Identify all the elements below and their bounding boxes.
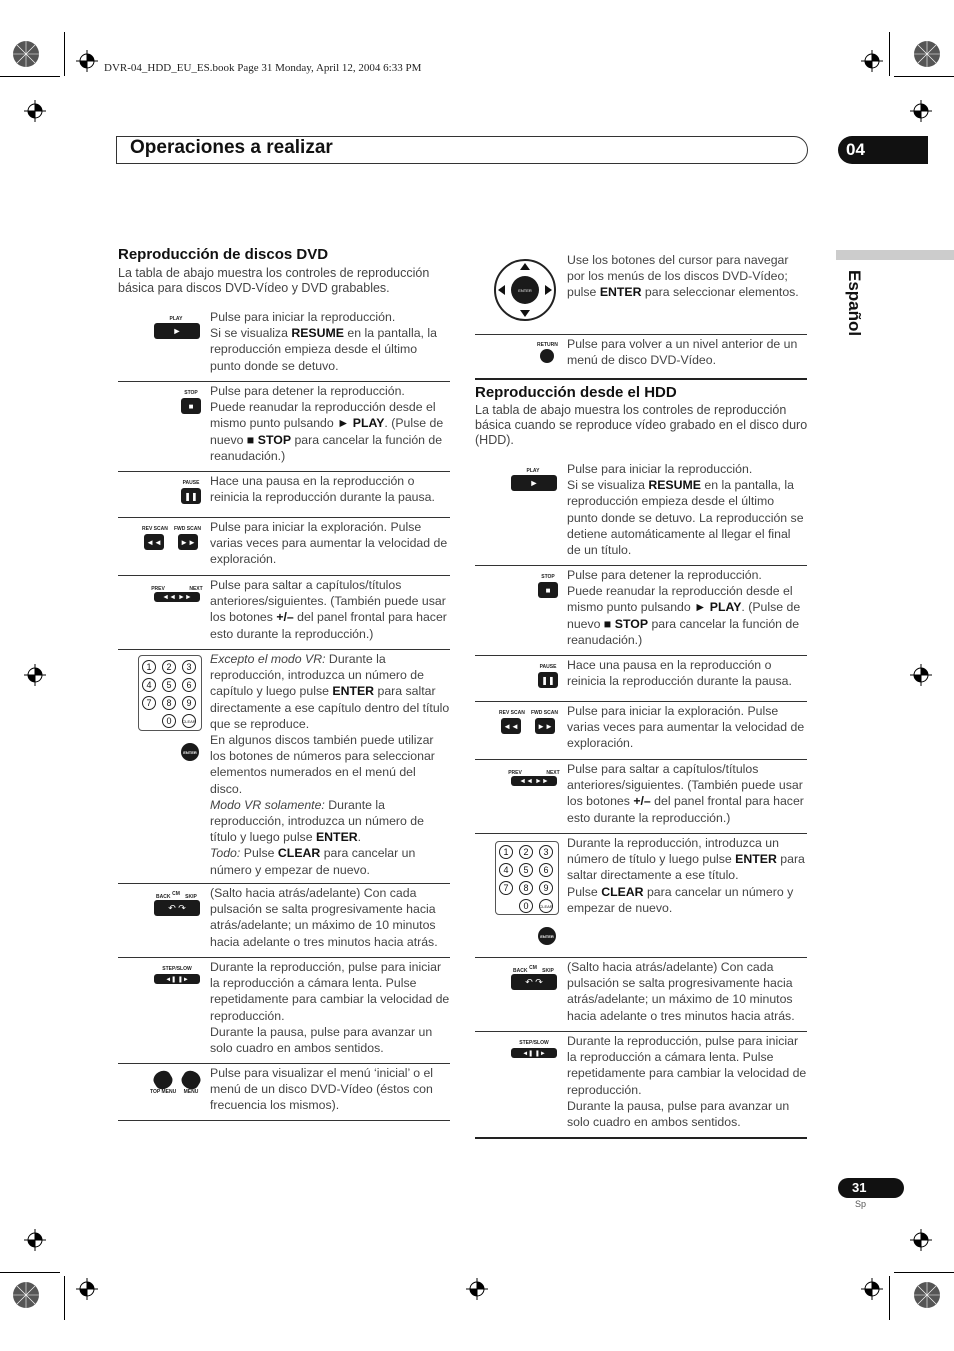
- pause-label: PAUSE: [539, 664, 557, 670]
- numkey: 4: [142, 678, 156, 692]
- numkey: 7: [499, 881, 513, 895]
- prev-next-button-icon: ◄◄ ►►: [154, 592, 200, 602]
- cm-label: CM: [172, 891, 180, 897]
- enter-button-icon: ENTER: [181, 743, 199, 761]
- registration-wheel-icon: [12, 40, 40, 68]
- rev-scan-label: REV SCAN: [499, 710, 525, 716]
- numkey: 2: [162, 660, 176, 674]
- numkey: 1: [142, 660, 156, 674]
- numkey: 3: [539, 845, 553, 859]
- crop-mark: [894, 76, 954, 77]
- next-label: NEXT: [546, 770, 560, 776]
- numkey: 5: [519, 863, 533, 877]
- pause-button-icon: ❚❚: [181, 488, 201, 504]
- table-row: [118, 957, 450, 1064]
- book-info-line: DVR-04_HDD_EU_ES.book Page 31 Monday, April 12, 2004 6:33 PM: [104, 62, 422, 74]
- table-row: [475, 1031, 807, 1139]
- section-heading-dvd: Reproducción de discos DVD: [118, 246, 329, 263]
- fwd-scan-button-icon: ►►: [535, 718, 555, 734]
- step-slow-label: STEP/SLOW: [162, 966, 192, 972]
- rev-scan-button-icon: ◄◄: [501, 718, 521, 734]
- fwd-scan-button-icon: ►►: [178, 534, 198, 550]
- return-button-icon: [540, 349, 554, 363]
- crop-mark: [889, 32, 890, 76]
- play-label: PLAY: [526, 468, 540, 474]
- prev-label: PREV: [508, 770, 522, 776]
- section-heading-hdd: Reproducción desde el HDD: [475, 384, 677, 401]
- crosshair-icon: [466, 1278, 488, 1300]
- crosshair-icon: [24, 1229, 46, 1251]
- numpad-icon: [138, 655, 202, 731]
- row-description: Pulse para iniciar la exploración. Pulse varias veces para aumentar la velocidad de exploración.: [210, 520, 448, 567]
- numkey: 4: [499, 863, 513, 877]
- play-label: PLAY: [169, 316, 183, 322]
- table-row: [475, 759, 807, 834]
- row-description: Pulse para iniciar la reproducción. Si se visualiza RESUME en la pantalla, la reproducción empieza desde el último punto donde se detuvo.: [210, 310, 437, 373]
- step-slow-button-icon: ◄❚ ❚►: [154, 974, 200, 984]
- back-label: BACK: [513, 968, 528, 974]
- crop-mark: [889, 1276, 890, 1320]
- row-description: Pulse para detener la reproducción. Puede reanudar la reproducción desde el mismo punto pulsando ► PLAY. (Pulse de nuevo ■ STOP para cancelar la función de reanudación.): [210, 384, 444, 463]
- table-row: [118, 575, 450, 650]
- fwd-scan-label: FWD SCAN: [174, 526, 201, 532]
- registration-wheel-icon: [913, 1281, 941, 1309]
- cm-back-skip-button-icon: ↶ ↷: [154, 900, 200, 916]
- language-tab-label: Español: [845, 270, 864, 337]
- prev-label: PREV: [151, 586, 165, 592]
- play-button-icon: ►: [154, 323, 200, 339]
- numkey: 0: [162, 714, 176, 728]
- row-description: Pulse para visualizar el menú ‘inicial’ o el menú de un disco DVD-Vídeo (éstos con frecuencia los mismos).: [210, 1066, 434, 1113]
- crosshair-icon: [910, 100, 932, 122]
- row-description: Pulse para volver a un nivel anterior de un menú de disco DVD-Vídeo.: [567, 337, 798, 368]
- clear-key: CLEAR: [182, 714, 196, 728]
- fwd-scan-label: FWD SCAN: [531, 710, 558, 716]
- pause-label: PAUSE: [182, 480, 200, 486]
- row-description: Pulse para saltar a capítulos/títulos anteriores/siguientes. (También puede usar los botones +/– del panel frontal para hacer esto durante la reproducción.): [567, 762, 804, 825]
- crosshair-icon: [24, 100, 46, 122]
- step-slow-button-icon: ◄❚ ❚►: [511, 1048, 557, 1058]
- numkey: 7: [142, 696, 156, 710]
- stop-label: STOP: [541, 574, 555, 580]
- top-menu-label: TOP MENU: [150, 1089, 177, 1095]
- table-row: [118, 883, 450, 958]
- language-code: Sp: [855, 1199, 867, 1209]
- table-row: [118, 1063, 450, 1121]
- return-label: RETURN: [537, 342, 558, 348]
- registration-wheel-icon: [12, 1281, 40, 1309]
- numpad-icon: [495, 841, 559, 915]
- prev-next-button-icon: ◄◄ ►►: [511, 776, 557, 786]
- numkey: 3: [182, 660, 196, 674]
- table-row: [118, 305, 450, 382]
- row-description: Pulse para saltar a capítulos/títulos anteriores/siguientes. (También puede usar los botones +/– del panel frontal para hacer esto durante la reproducción.): [210, 578, 447, 641]
- page-title: Operaciones a realizar: [130, 137, 333, 158]
- table-row: [118, 649, 450, 884]
- next-label: NEXT: [189, 586, 203, 592]
- numkey: 8: [519, 881, 533, 895]
- clear-key: CLEAR: [539, 899, 553, 913]
- table-row: [118, 517, 450, 576]
- table-row: [475, 334, 807, 380]
- play-button-icon: ►: [511, 475, 557, 491]
- table-row: [118, 381, 450, 472]
- stop-label: STOP: [184, 390, 198, 396]
- table-row: [475, 565, 807, 656]
- rev-scan-button-icon: ◄◄: [144, 534, 164, 550]
- row-description: (Salto hacia atrás/adelante) Con cada pulsación se salta progresivamente hacia atrás/adelante; un máximo de 10 minutos hacia adelante o tres minutos hacia atrás.: [567, 960, 795, 1023]
- language-tab-bar: [836, 250, 954, 260]
- page-number: 31: [838, 1178, 904, 1198]
- row-description: Hace una pausa en la reproducción o reinicia la reproducción durante la pausa.: [210, 474, 435, 505]
- numkey: 6: [182, 678, 196, 692]
- stop-button-icon: ■: [181, 398, 201, 414]
- numkey: 1: [499, 845, 513, 859]
- crop-mark: [0, 1272, 60, 1273]
- row-description: (Salto hacia atrás/adelante) Con cada pulsación se salta progresivamente hacia atrás/adelante; un máximo de 10 minutos hacia adelante o tres minutos hacia atrás.: [210, 886, 438, 949]
- crosshair-icon: [861, 1278, 883, 1300]
- skip-label: SKIP: [185, 894, 197, 900]
- cursor-pad-icon: [493, 258, 557, 322]
- crop-mark: [894, 1272, 954, 1273]
- crosshair-icon: [910, 1229, 932, 1251]
- skip-label: SKIP: [542, 968, 554, 974]
- chapter-badge: 04: [838, 136, 928, 164]
- row-description: Use los botones del cursor para navegar por los menús de los discos DVD-Vídeo; pulse ENTER para seleccionar elementos.: [567, 253, 799, 300]
- row-description: Durante la reproducción, introduzca un número de título y luego pulse ENTER para saltar directamente a ese título. Pulse CLEAR para cancelar un número y empezar de nuevo.: [567, 836, 805, 915]
- step-slow-label: STEP/SLOW: [519, 1040, 549, 1046]
- table-row: [475, 457, 807, 566]
- registration-wheel-icon: [913, 40, 941, 68]
- table-row: [475, 655, 807, 702]
- row-description: Excepto el modo VR: Durante la reproducción, introduzca un número de capítulo y luego pulse ENTER para saltar directamente a ese capítulo dentro del título que se reproduce. En algunos discos también puede utilizar los botones de números para seleccionar elementos numerados en el menú del disco. Modo VR solamente: Durante la reproducción, introduzca un número de título y luego pulse ENTER. Todo: Pulse CLEAR para cancelar un número y empezar de nuevo.: [210, 652, 450, 877]
- numkey: 9: [539, 881, 553, 895]
- section-intro-dvd: La tabla de abajo muestra los controles de reproducción básica para discos DVD-Vídeo y DVD grabables.: [118, 266, 430, 295]
- numkey: 0: [519, 899, 533, 913]
- row-description: Hace una pausa en la reproducción o reinicia la reproducción durante la pausa.: [567, 658, 792, 689]
- numkey: 2: [519, 845, 533, 859]
- crosshair-icon: [76, 1278, 98, 1300]
- cm-back-skip-button-icon: ↶ ↷: [511, 974, 557, 990]
- stop-button-icon: ■: [538, 582, 558, 598]
- table-row: [475, 250, 807, 335]
- cm-label: CM: [529, 965, 537, 971]
- numkey: 8: [162, 696, 176, 710]
- numkey: 9: [182, 696, 196, 710]
- crosshair-icon: [24, 664, 46, 686]
- table-row: [475, 701, 807, 760]
- back-label: BACK: [156, 894, 171, 900]
- pause-button-icon: ❚❚: [538, 672, 558, 688]
- numkey: 6: [539, 863, 553, 877]
- row-description: Pulse para iniciar la exploración. Pulse varias veces para aumentar la velocidad de exploración.: [567, 704, 805, 751]
- crop-mark: [64, 1276, 65, 1320]
- table-row: [118, 471, 450, 518]
- row-description: Pulse para iniciar la reproducción. Si se visualiza RESUME en la pantalla, la reproducción empieza desde el último punto donde se detuvo. La reproducción se detiene automáticamente al llegar el final de un título.: [567, 462, 804, 558]
- crop-mark: [0, 76, 60, 77]
- row-description: Durante la reproducción, pulse para iniciar la reproducción a cámara lenta. Pulse repetidamente para cambiar la velocidad de reproducción. Durante la pausa, pulse para avanzar un solo cuadro en ambos sentidos.: [210, 960, 450, 1056]
- crosshair-icon: [910, 664, 932, 686]
- menu-label: MENU: [183, 1089, 199, 1095]
- crosshair-icon: [76, 50, 98, 72]
- crosshair-icon: [861, 50, 883, 72]
- row-description: Pulse para detener la reproducción. Puede reanudar la reproducción desde el mismo punto pulsando ► PLAY. (Pulse de nuevo ■ STOP para cancelar la función de reanudación.): [567, 568, 801, 647]
- crop-mark: [64, 32, 65, 76]
- section-intro-hdd: La tabla de abajo muestra los controles de reproducción básica cuando se reproduce vídeo grabado en el disco duro (HDD).: [475, 403, 808, 447]
- table-row: [475, 957, 807, 1032]
- svg-text:ENTER: ENTER: [518, 288, 532, 293]
- rev-scan-label: REV SCAN: [142, 526, 168, 532]
- table-row: [475, 833, 807, 958]
- numkey: 5: [162, 678, 176, 692]
- row-description: Durante la reproducción, pulse para iniciar la reproducción a cámara lenta. Pulse repetidamente para cambiar la velocidad de reproducción. Durante la pausa, pulse para avanzar un solo cuadro en ambos sentidos.: [567, 1034, 807, 1130]
- enter-button-icon: ENTER: [538, 927, 556, 945]
